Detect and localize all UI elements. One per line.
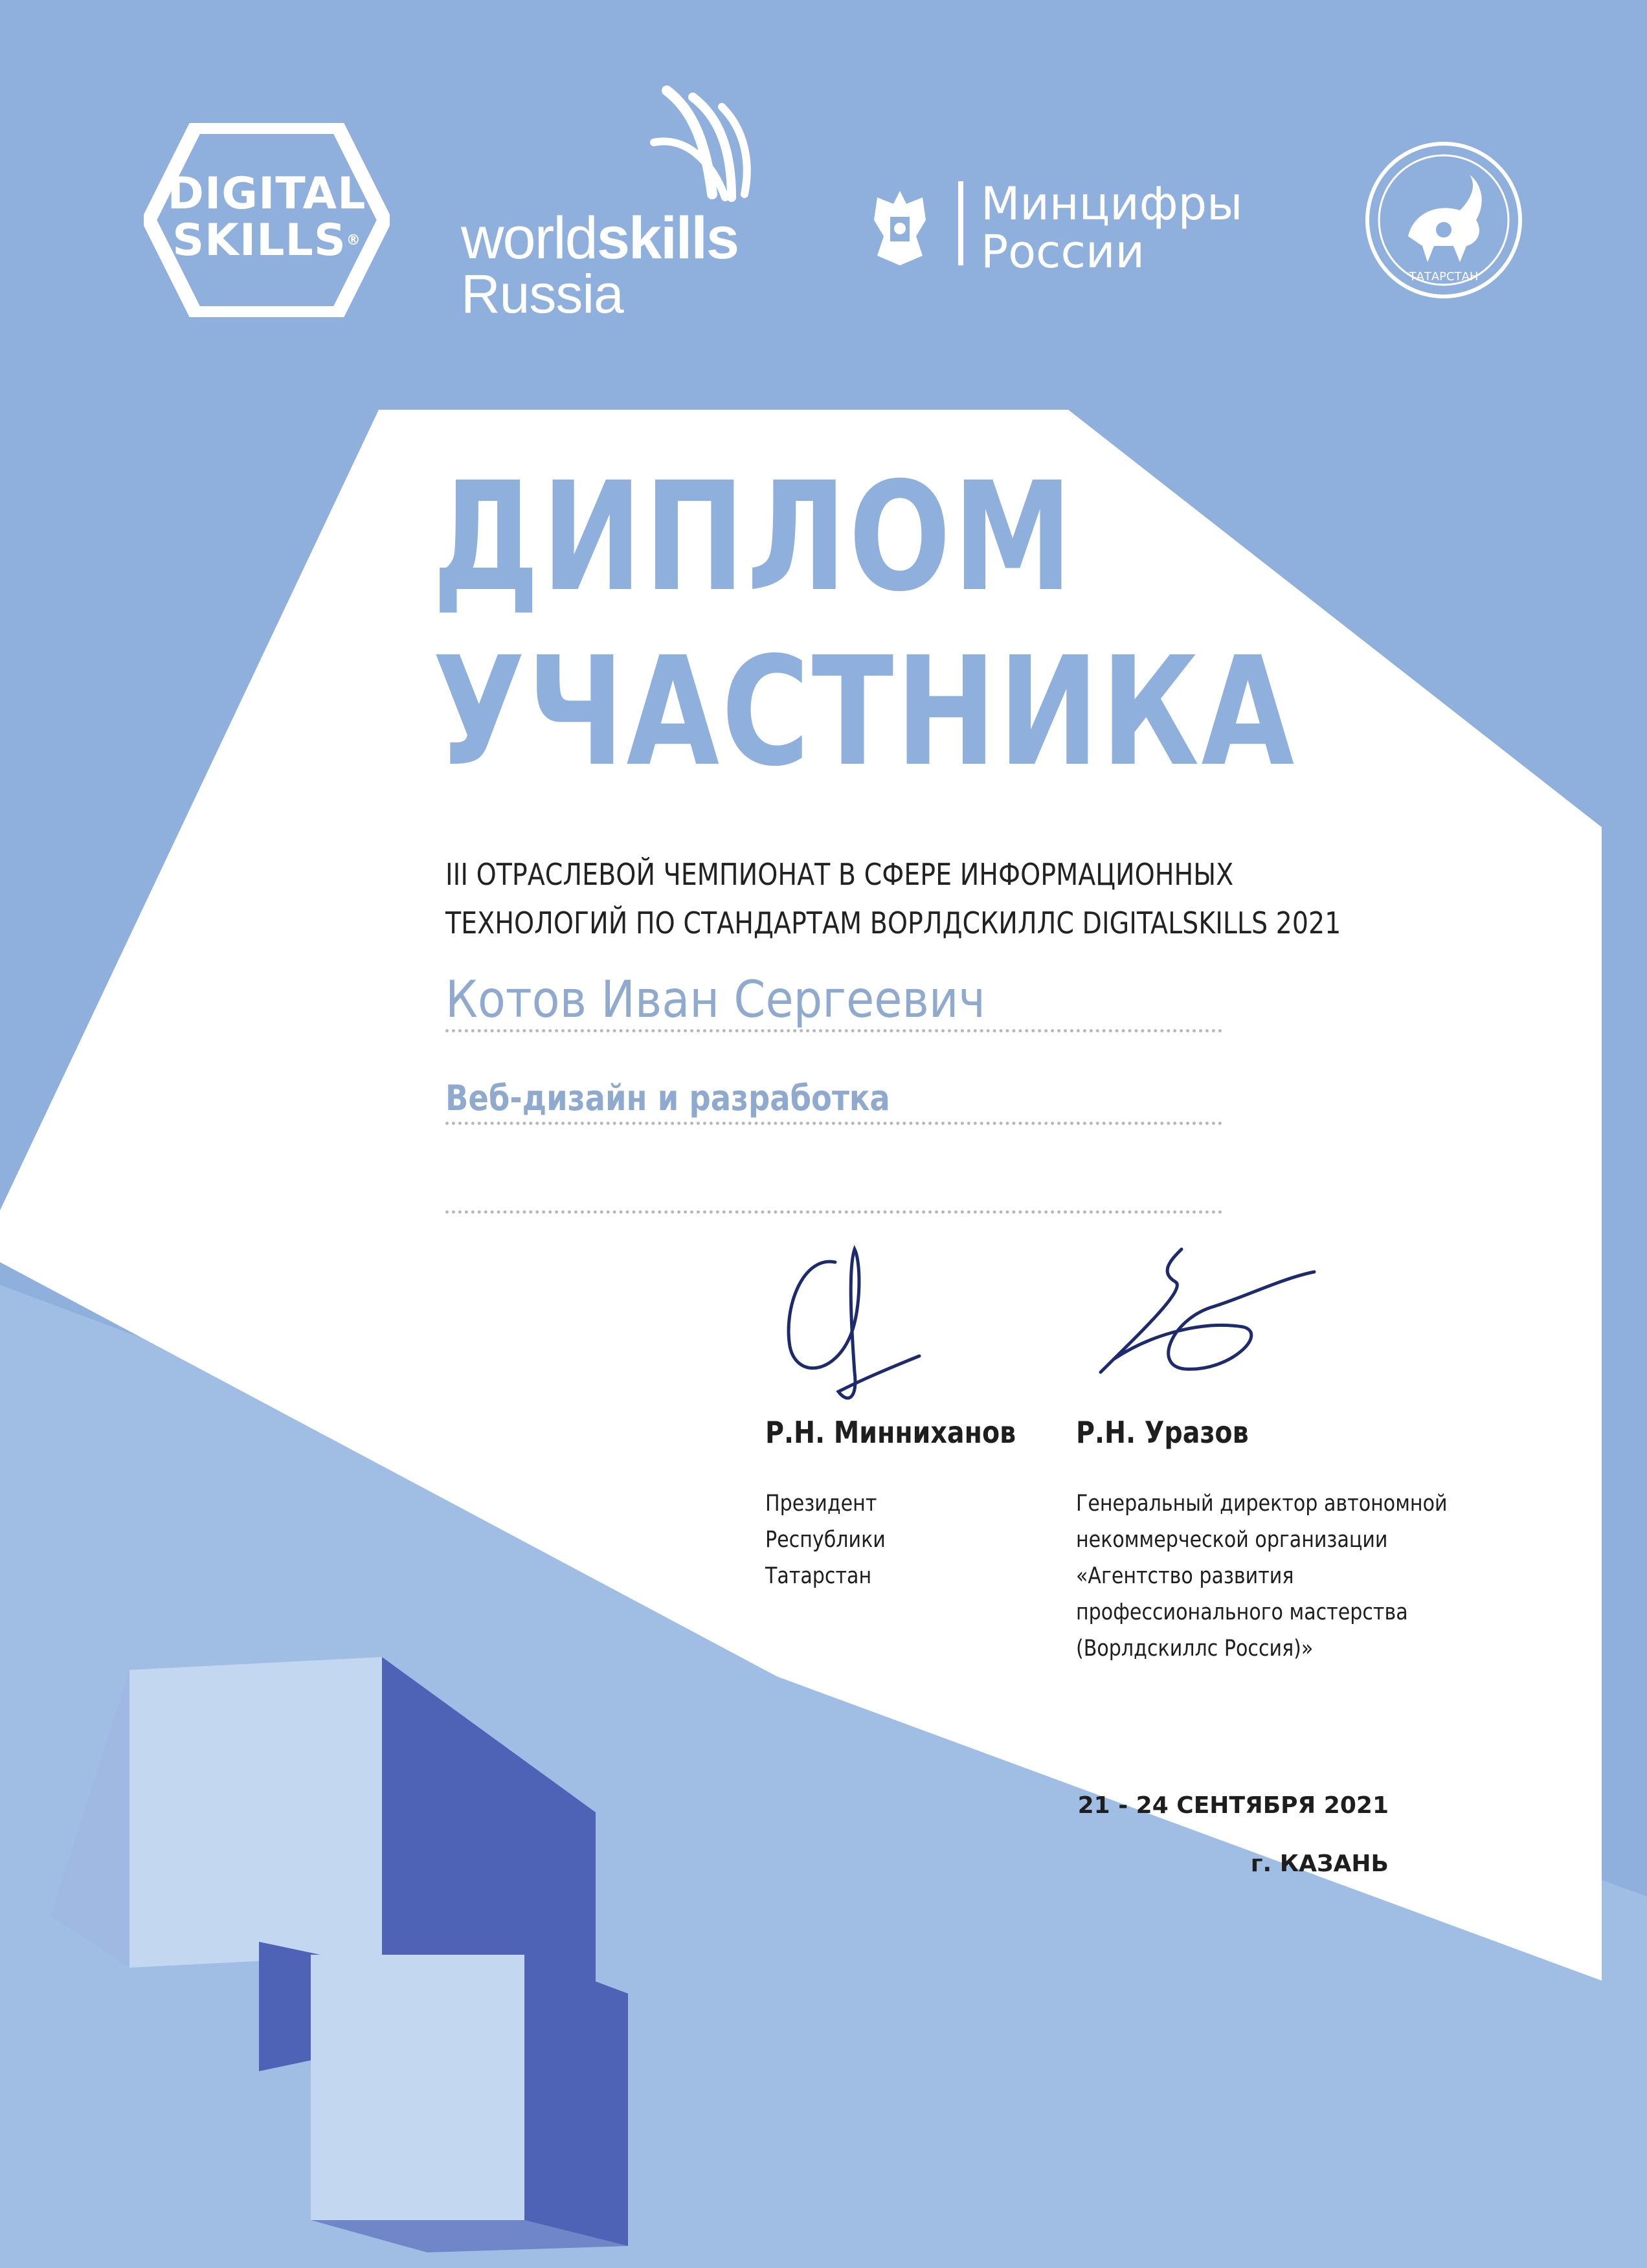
- extra-dotted-line: [445, 1210, 1222, 1214]
- mintsifry-logo-text: [981, 177, 1243, 278]
- signatory-2-role-line: Генеральный директор автономной: [1076, 1491, 1448, 1517]
- participant-name: Котов Иван Сергеевич: [445, 971, 985, 1029]
- signature-urazov: [1062, 1236, 1321, 1398]
- signatory-2-role-line: «Агентство развития: [1076, 1563, 1294, 1589]
- signatory-1-name: Р.Н. Минниханов: [765, 1415, 1016, 1450]
- event-dates: 21 - 24 СЕНТЯБРЯ 2021: [1077, 1792, 1389, 1819]
- mintsifry-line2: России: [981, 225, 1145, 278]
- worldskills-wordmark: worldskills: [461, 205, 739, 271]
- tatarstan-seal-icon: [1363, 139, 1525, 301]
- signatory-2-role-line: профессионального мастерства: [1076, 1599, 1408, 1625]
- cube-small-right-face: [524, 1955, 628, 2246]
- signatory-1-role: [765, 1485, 905, 1594]
- competency-name: Веб-дизайн и разработка: [445, 1078, 890, 1118]
- signatory-1-role-line: Татарстан: [765, 1563, 872, 1589]
- cube-small-light-face: [311, 1955, 524, 2220]
- name-dotted-line: [445, 1029, 1222, 1032]
- event-description-line2: ТЕХНОЛОГИЙ ПО СТАНДАРТАМ ВОРЛДСКИЛЛС DIGITALSKILLS 2021: [445, 906, 1341, 940]
- tatarstan-seal-label: ТАТАРСТАН: [1409, 270, 1479, 284]
- diploma-title-line1: ДИПЛОМ: [432, 450, 1075, 625]
- russian-coat-of-arms-icon: [861, 184, 939, 269]
- digital-skills-line2: SKILLS®: [172, 215, 361, 266]
- digital-skills-logo: [144, 168, 390, 266]
- diploma-title-line2: УЧАСТНИКА: [432, 625, 1297, 799]
- signature-minnikhanov: [757, 1236, 939, 1411]
- cube-large-light-face: [129, 1657, 382, 1968]
- signatory-2-role-line: (Ворлдскиллс Россия)»: [1076, 1636, 1314, 1662]
- worldskills-country: Russia: [461, 263, 623, 324]
- competency-dotted-line: [445, 1122, 1222, 1125]
- signatory-2-role: [1076, 1485, 1508, 1667]
- signatory-2-name: Р.Н. Уразов: [1076, 1415, 1249, 1450]
- event-description-line1: III ОТРАСЛЕВОЙ ЧЕМПИОНАТ В СФЕРЕ ИНФОРМАЦИОННЫХ: [445, 857, 1234, 892]
- digital-skills-line1: DIGITAL: [167, 168, 366, 219]
- mintsifry-divider: [958, 181, 963, 265]
- signatory-2-role-line: некоммерческой организации: [1076, 1527, 1388, 1553]
- mintsifry-line1: Минцифры: [981, 177, 1243, 230]
- worldskills-flame-icon: [647, 84, 764, 207]
- event-city: г. КАЗАНЬ: [1250, 1851, 1389, 1877]
- signatory-1-role-line: Республики: [765, 1527, 886, 1553]
- signatory-1-role-line: Президент: [765, 1491, 877, 1517]
